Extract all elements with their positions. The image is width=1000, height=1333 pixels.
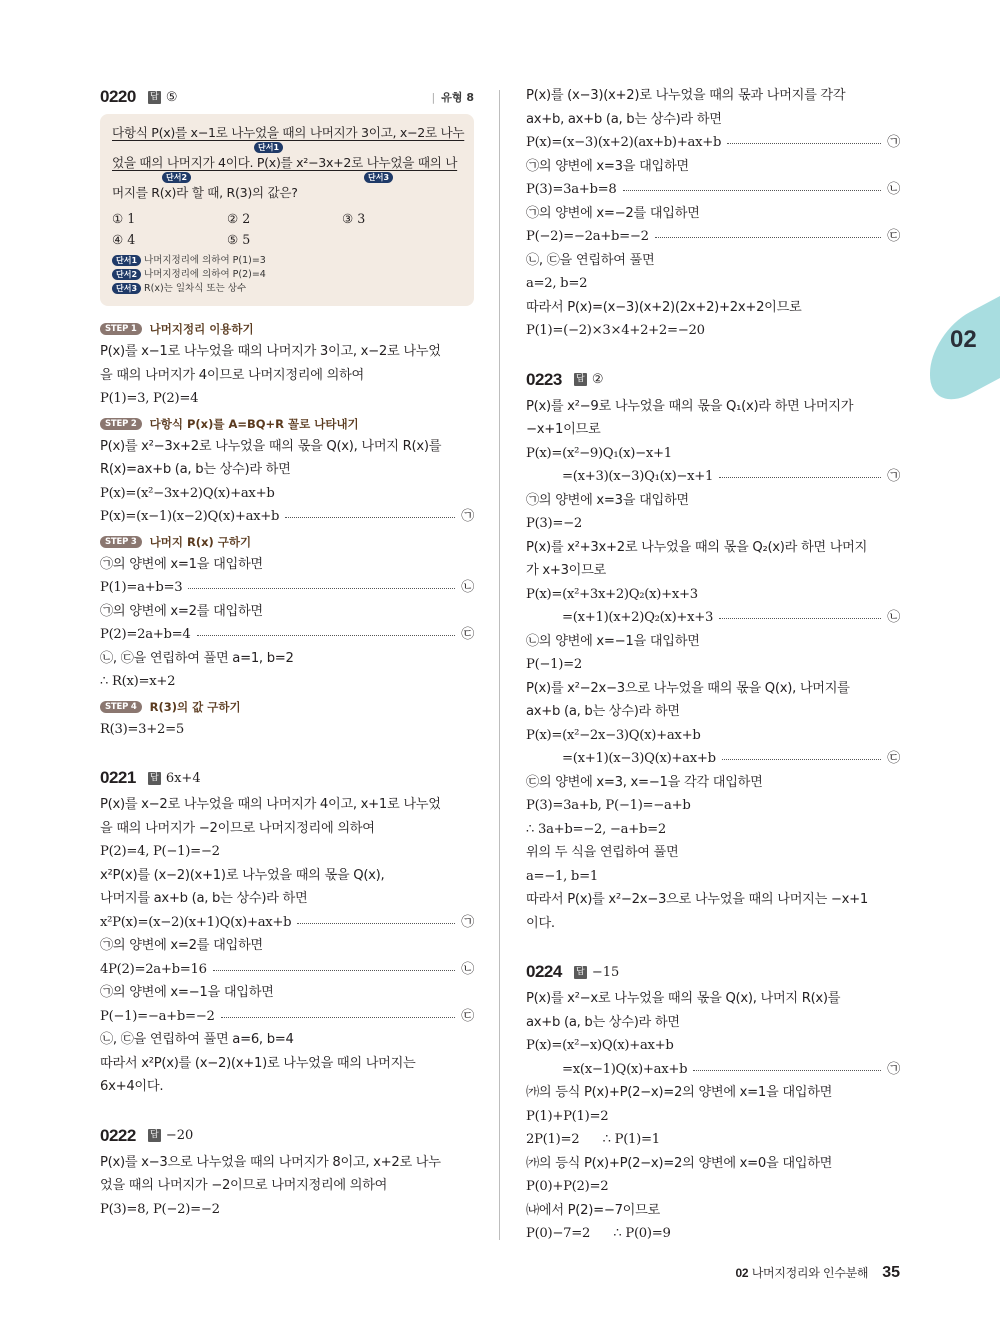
question-line: 었을 때의 나머지가 4이다. P(x)를 x²−3x+2로 나누었을 때의 나 xyxy=(112,155,458,170)
hint-text: R(x)는 일차식 또는 상수 xyxy=(144,283,247,294)
solution-line: R(3)=3+2=5 xyxy=(100,721,184,737)
solution-line: P(x)=(x²−9)Q₁(x)−x+1 xyxy=(526,445,672,461)
solution-line: −x+1이므로 xyxy=(526,422,601,437)
solution-line: =x(x−1)Q(x)+ax+b ㉠ xyxy=(526,1058,900,1082)
choice-3[interactable]: ③ 3 xyxy=(342,211,366,226)
equation-marker: ㉠ xyxy=(887,1061,900,1077)
solution-line: P(x)를 x²−3x+2로 나누었을 때의 몫을 Q(x), 나머지 R(x)를 xyxy=(100,438,442,454)
question-box xyxy=(100,114,474,306)
solution-line: P(2)=4, P(−1)=−2 xyxy=(100,844,220,859)
answer-value: −20 xyxy=(165,1128,194,1143)
solution-line: ㉠의 양변에 x=−2를 대입하면 xyxy=(526,205,700,221)
page-footer xyxy=(736,1264,901,1282)
problem-header xyxy=(526,367,900,393)
choice-4[interactable]: ④ 4 xyxy=(112,232,136,247)
solution-line: ㈎의 등식 P(x)+P(2−x)=2의 양변에 x=0을 대입하면 xyxy=(526,1155,833,1171)
solution-line: a=2, b=2 xyxy=(526,276,588,291)
problem-number: 0221 xyxy=(100,768,136,787)
answer-value: −15 xyxy=(591,964,620,980)
solution-line: 나머지를 ax+b (a, b는 상수)라 하면 xyxy=(100,891,308,906)
equation-marker: ㉢ xyxy=(887,751,900,766)
problem-0224 xyxy=(526,959,900,1246)
solution-line: R(x)=ax+b (a, b는 상수)라 하면 xyxy=(100,462,291,477)
equation-marker: ㉠ xyxy=(887,135,900,150)
problem-0220 xyxy=(100,84,474,741)
step-header xyxy=(100,531,474,553)
answer-value: ⑤ xyxy=(165,89,178,105)
clue-badge: 단서2 xyxy=(162,172,191,183)
solution-line: P(3)=3a+b, P(−1)=−a+b xyxy=(526,798,691,813)
problem-0221 xyxy=(100,765,474,1099)
hint-list xyxy=(112,254,462,296)
solution-line: P(x)를 x²−2x−3으로 나누었을 때의 몫을 Q(x), 나머지를 xyxy=(526,680,850,696)
problem-number: 0222 xyxy=(100,1125,136,1145)
answer-icon: 답 xyxy=(148,1129,161,1142)
solution-line: ax+b (a, b는 상수)라 하면 xyxy=(526,704,680,719)
solution-line: 위의 두 식을 연립하여 풀면 xyxy=(526,845,679,860)
solution-line: x²P(x)=(x−2)(x+1)Q(x)+ax+b ㉠ xyxy=(100,911,474,935)
equation-marker: ㉡ xyxy=(887,610,900,625)
solution-line: P(1)=a+b=3 ㉡ xyxy=(100,576,474,600)
equation-marker: ㉢ xyxy=(461,1008,474,1024)
choice-5[interactable]: ⑤ 5 xyxy=(227,232,251,247)
solution-line: 4P(2)=2a+b=16 ㉡ xyxy=(100,958,474,982)
solution-line: P(3)=3a+b=8 ㉡ xyxy=(526,178,900,202)
solution-line: =(x+1)(x−3)Q(x)+ax+b ㉢ xyxy=(526,747,900,771)
solution-line: P(x)를 x²−9로 나누었을 때의 몫을 Q₁(x)라 하면 나머지가 xyxy=(526,398,854,414)
chapter-tab-number: 02 xyxy=(950,326,977,353)
solution-line: x²P(x)를 (x−2)(x+1)로 나누었을 때의 몫을 Q(x), xyxy=(100,867,385,883)
choice-list xyxy=(112,208,462,250)
solution-line: P(x)를 x²+3x+2로 나누었을 때의 몫을 Q₂(x)라 하면 나머지 xyxy=(526,539,868,555)
equation-marker: ㉡ xyxy=(461,961,474,977)
problem-number: 0220 xyxy=(100,87,136,106)
solution-line: 2P(1)=2 ∴ P(1)=1 xyxy=(526,1132,660,1147)
equation-marker: ㉠ xyxy=(887,469,900,484)
solution-line: 이다. xyxy=(526,915,555,931)
hint-item xyxy=(112,268,462,282)
step-badge: STEP 4 xyxy=(100,701,142,713)
solution-line: ax+b (a, b는 상수)라 하면 xyxy=(526,1014,680,1030)
solution-line: ㉠의 양변에 x=2를 대입하면 xyxy=(100,603,263,619)
problem-number: 0223 xyxy=(526,369,562,389)
step-badge: STEP 1 xyxy=(100,323,142,335)
column-divider xyxy=(499,90,500,1240)
hint-item xyxy=(112,282,462,296)
solution-line: 을 때의 나머지가 −2이므로 나머지정리에 의하여 xyxy=(100,820,375,836)
solution-line: 따라서 x²P(x)를 (x−2)(x+1)로 나누었을 때의 나머지는 xyxy=(100,1055,416,1071)
equation-marker: ㉠ xyxy=(461,914,474,930)
step-badge: STEP 2 xyxy=(100,418,142,430)
step-title: 나머지정리 이용하기 xyxy=(149,322,254,336)
solution-line: =(x+3)(x−3)Q₁(x)−x+1 ㉠ xyxy=(526,465,900,489)
solution-line: ㉡, ㉢을 연립하여 풀면 xyxy=(526,252,655,268)
problem-number: 0224 xyxy=(526,962,562,981)
page-number: 35 xyxy=(882,1264,900,1281)
solution-line: =(x+1)(x+2)Q₂(x)+x+3 ㉡ xyxy=(526,606,900,630)
footer-chapter: 02 나머지정리와 인수분해 xyxy=(735,1266,869,1280)
answer-icon: 답 xyxy=(148,91,161,104)
step-badge: STEP 3 xyxy=(100,536,142,548)
right-column xyxy=(526,84,900,1246)
solution-line: ㉢의 양변에 x=3, x=−1을 각각 대입하면 xyxy=(526,774,763,790)
answer-value: ② xyxy=(591,372,604,387)
clue-badge: 단서3 xyxy=(364,172,393,183)
solution-line: P(2)=2a+b=4 ㉢ xyxy=(100,623,474,647)
solution-line: ㈎의 등식 P(x)+P(2−x)=2의 양변에 x=1을 대입하면 xyxy=(526,1085,833,1100)
solution-line: P(x)=(x²−2x−3)Q(x)+ax+b xyxy=(526,727,701,743)
hint-tag: 단서1 xyxy=(112,255,141,266)
solution-line: ㉠의 양변에 x=3을 대입하면 xyxy=(526,492,689,508)
question-line: 다항식 P(x)를 x−1로 나누었을 때의 나머지가 3이고, x−2로 나누 xyxy=(112,125,465,140)
solution-line: P(1)=3, P(2)=4 xyxy=(100,391,199,406)
choice-1[interactable]: ① 1 xyxy=(112,211,136,226)
solution-line: P(3)=−2 xyxy=(526,516,582,531)
solution-line: ㉡의 양변에 x=−1을 대입하면 xyxy=(526,633,700,649)
hint-item xyxy=(112,254,462,268)
problem-header xyxy=(100,1123,474,1149)
solution-line: ㉡, ㉢을 연립하여 풀면 a=6, b=4 xyxy=(100,1032,294,1047)
solution-line: P(x)=(x²+3x+2)Q₂(x)+x+3 xyxy=(526,586,698,602)
solution-line: P(x)를 x²−x로 나누었을 때의 몫을 Q(x), 나머지 R(x)를 xyxy=(526,991,841,1006)
hint-tag: 단서2 xyxy=(112,269,141,280)
hint-tag: 단서3 xyxy=(112,283,141,294)
solution-line: ㉠의 양변에 x=1을 대입하면 xyxy=(100,556,263,572)
step-header xyxy=(100,413,474,435)
equation-marker: ㉢ xyxy=(887,229,900,244)
solution-line: P(x)=(x²−x)Q(x)+ax+b xyxy=(526,1038,674,1053)
problem-header xyxy=(526,959,900,985)
problem-header xyxy=(100,84,474,110)
question-line: 머지를 R(x)라 할 때, R(3)의 값은? xyxy=(112,185,298,200)
type-tag: | 유형 8 xyxy=(431,91,474,104)
step-title: 나머지 R(x) 구하기 xyxy=(149,534,252,549)
problem-0223 xyxy=(526,367,900,936)
solution-line: 을 때의 나머지가 4이므로 나머지정리에 의하여 xyxy=(100,367,364,383)
solution-line: 가 x+3이므로 xyxy=(526,563,606,578)
solution-line: ㉡, ㉢을 연립하여 풀면 a=1, b=2 xyxy=(100,650,294,666)
solution-line: P(1)+P(1)=2 xyxy=(526,1108,609,1124)
solution-line: P(3)=8, P(−2)=−2 xyxy=(100,1201,220,1217)
solution-line: P(x)=(x−3)(x+2)(ax+b)+ax+b ㉠ xyxy=(526,131,900,155)
solution-line: P(1)=(−2)×3×4+2+2=−20 xyxy=(526,323,705,338)
solution-line: ㉠의 양변에 x=3을 대입하면 xyxy=(526,158,689,174)
solution-line: 었을 때의 나머지가 −2이므로 나머지정리에 의하여 xyxy=(100,1178,388,1193)
step-header xyxy=(100,696,474,718)
equation-marker: ㉡ xyxy=(461,580,474,595)
clue-badge: 단서1 xyxy=(254,142,283,153)
hint-text: 나머지정리에 의하여 P(2)=4 xyxy=(144,269,266,280)
solution-line: ㉠의 양변에 x=2를 대입하면 xyxy=(100,938,263,953)
problem-header xyxy=(100,765,474,791)
answer-icon: 답 xyxy=(574,373,587,386)
solution-line: P(x)를 (x−3)(x+2)로 나누었을 때의 몫과 나머지를 각각 xyxy=(526,88,846,103)
solution-line: P(−1)=2 xyxy=(526,657,582,672)
solution-line: ㉠의 양변에 x=−1을 대입하면 xyxy=(100,985,274,1000)
solution-line: P(x)를 x−2로 나누었을 때의 나머지가 4이고, x+1로 나누었 xyxy=(100,797,441,812)
solution-line: P(x)=(x²−3x+2)Q(x)+ax+b xyxy=(100,485,275,501)
solution-line: 따라서 P(x)=(x−3)(x+2)(2x+2)+2x+2이므로 xyxy=(526,299,802,315)
choice-2[interactable]: ② 2 xyxy=(227,211,251,226)
solution-line: P(−1)=−a+b=−2 ㉢ xyxy=(100,1005,474,1029)
equation-marker: ㉠ xyxy=(461,509,474,524)
solution-line: ∴ R(x)=x+2 xyxy=(100,674,176,689)
solution-line: P(0)−7=2 ∴ P(0)=9 xyxy=(526,1226,671,1241)
step-header xyxy=(100,318,474,340)
solution-line: P(x)를 x−3으로 나누었을 때의 나머지가 8이고, x+2로 나누 xyxy=(100,1154,441,1170)
answer-value: 6x+4 xyxy=(165,770,201,786)
left-column xyxy=(100,84,474,1221)
solution-line: P(−2)=−2a+b=−2 ㉢ xyxy=(526,225,900,249)
problem-0222-continued xyxy=(526,84,900,343)
problem-0222 xyxy=(100,1123,474,1222)
solution-line: P(x)를 x−1로 나누었을 때의 나머지가 3이고, x−2로 나누었 xyxy=(100,344,441,359)
type-tag-label: 유형 8 xyxy=(441,91,474,104)
solution-line: P(0)+P(2)=2 xyxy=(526,1179,609,1194)
solution-line: P(x)=(x−1)(x−2)Q(x)+ax+b ㉠ xyxy=(100,505,474,529)
answer-icon: 답 xyxy=(574,966,587,979)
answer-icon: 답 xyxy=(148,772,161,785)
solution-line: ㈏에서 P(2)=−7이므로 xyxy=(526,1202,660,1218)
solution-line: 따라서 P(x)를 x²−2x−3으로 나누었을 때의 나머지는 −x+1 xyxy=(526,892,868,907)
solution-line: ax+b, ax+b (a, b는 상수)라 하면 xyxy=(526,111,722,127)
solution-line: ∴ 3a+b=−2, −a+b=2 xyxy=(526,821,666,837)
solution-line: 6x+4이다. xyxy=(100,1079,164,1094)
hint-text: 나머지정리에 의하여 P(1)=3 xyxy=(144,255,266,266)
step-title: 다항식 P(x)를 A=BQ+R 꼴로 나타내기 xyxy=(149,416,359,431)
chapter-tab xyxy=(930,296,1000,415)
equation-marker: ㉡ xyxy=(887,182,900,197)
step-title: R(3)의 값 구하기 xyxy=(149,699,241,714)
solution-line: a=−1, b=1 xyxy=(526,868,598,884)
equation-marker: ㉢ xyxy=(461,627,474,642)
